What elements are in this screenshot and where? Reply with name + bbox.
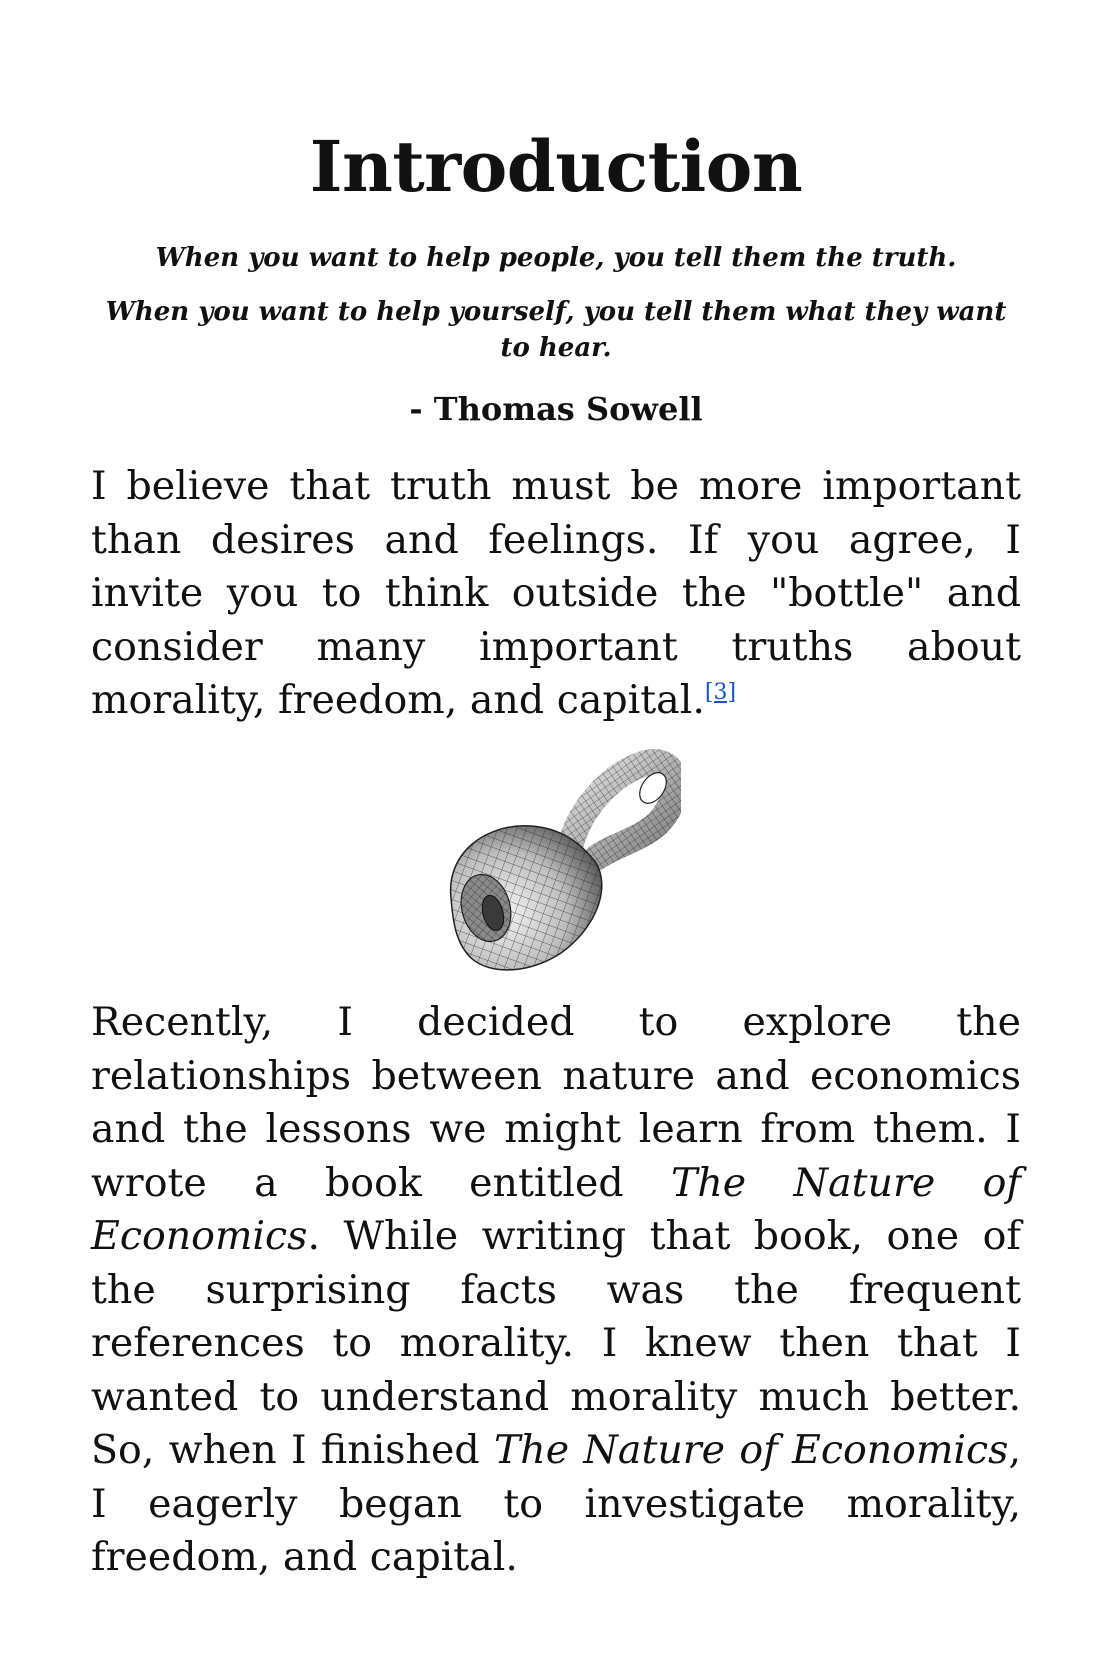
paragraph-2 <box>91 996 1021 1585</box>
klein-bottle-icon <box>431 748 681 983</box>
paragraph-2-part-1: Recently, I decided to explore the relationships between nature and economics and the lessons we might learn from them. I wrote a book entitled <box>91 999 1021 1206</box>
epigraph-line-2: When you want to help yourself, you tell them what they want to hear. <box>105 297 1007 363</box>
epigraph-line-1: When you want to help people, you tell them the truth. <box>155 243 957 273</box>
epigraph-attribution: - Thomas Sowell <box>409 390 703 428</box>
epigraph <box>91 240 1021 384</box>
paragraph-1 <box>91 460 1021 728</box>
footnote-link[interactable]: [3] <box>704 679 737 705</box>
paragraph-2-part-3: , I eagerly began to investigate morality, freedom, and capital. <box>91 1427 1021 1580</box>
paragraph-2-part-2: . While writing that book, one of the surprising facts was the frequent references to morality. I knew then that I wanted to understand morality much better. So, when I finished <box>91 1213 1021 1473</box>
book-title-1: The Nature of Economics <box>91 1159 1021 1259</box>
book-title-2: The Nature of Economics <box>493 1427 1009 1473</box>
chapter-title: Introduction <box>309 125 803 208</box>
paragraph-1-text: I believe that truth must be more important than desires and feelings. If you agree, I invite you to think outside the "bottle" and consider many important truths about morality, freedom, and capital. <box>91 463 1021 723</box>
